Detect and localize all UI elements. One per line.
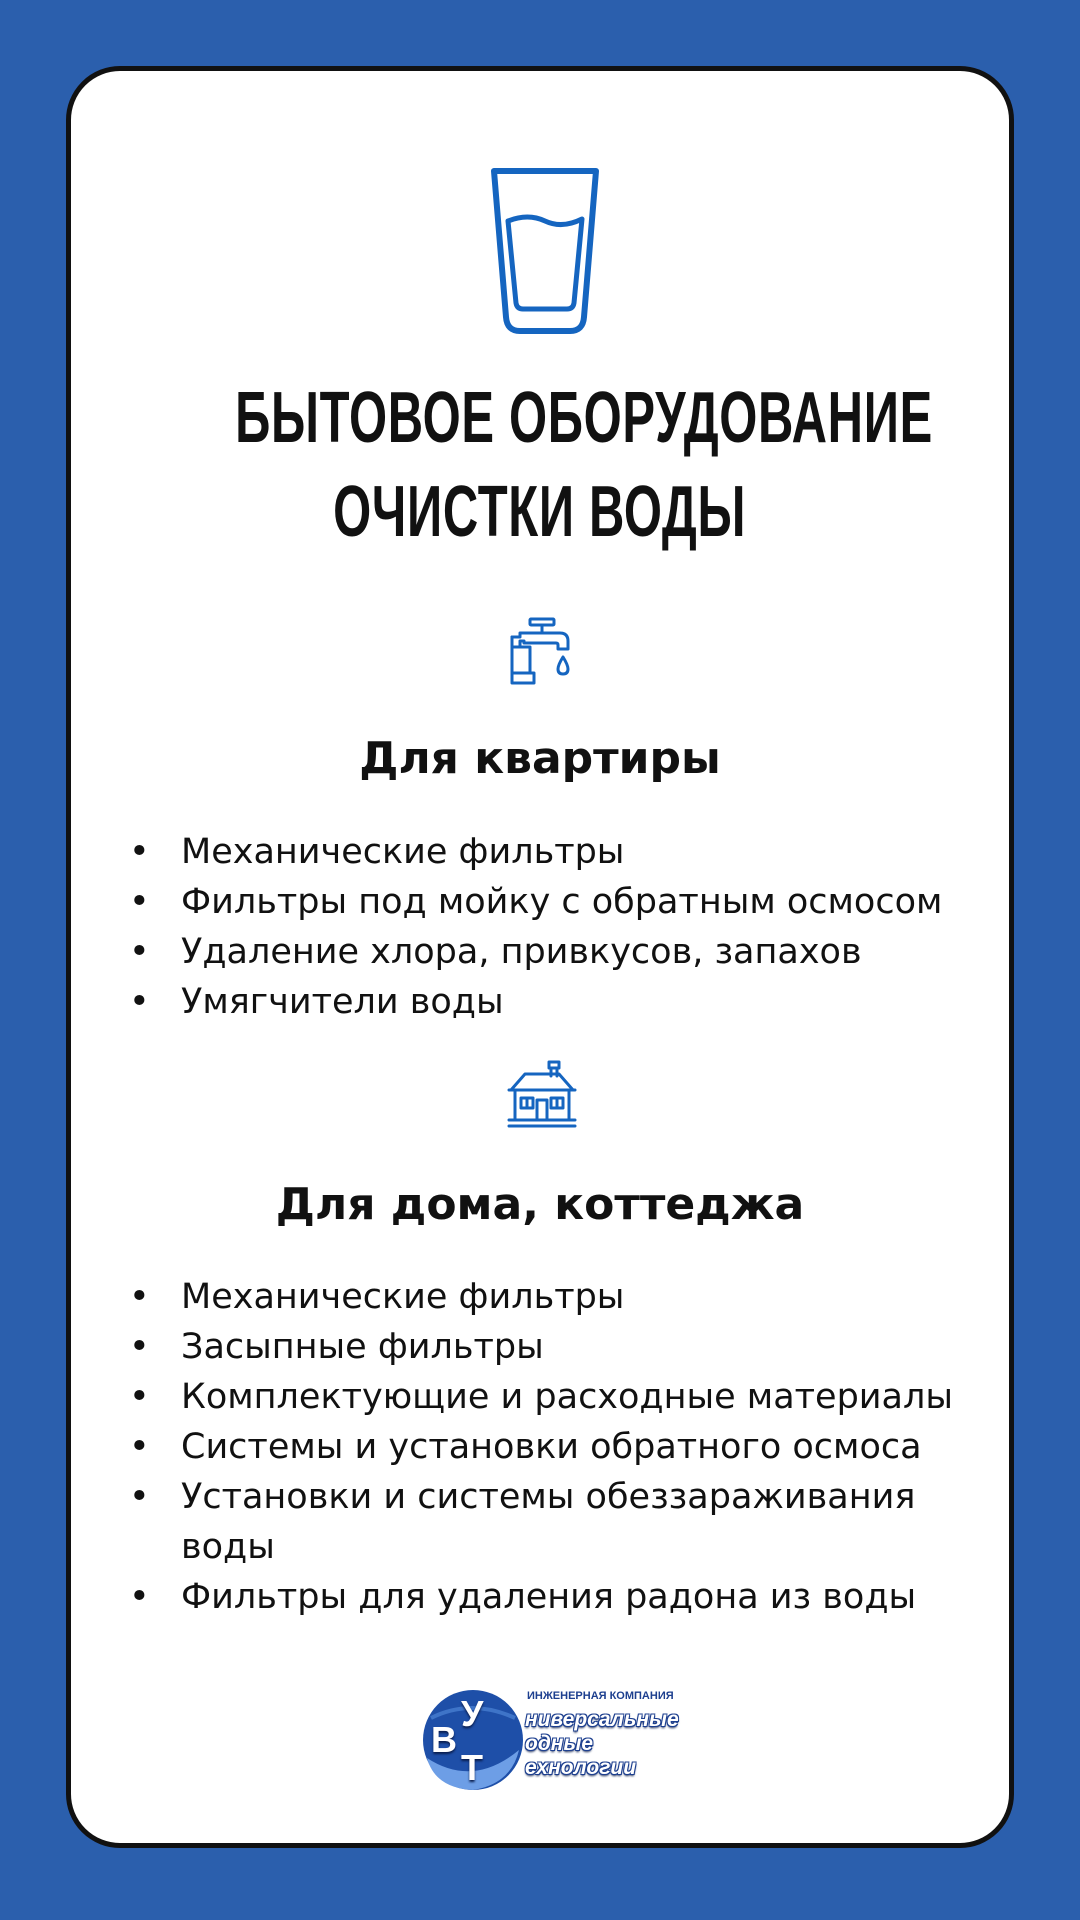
logo-letter-t: Т: [461, 1747, 483, 1788]
content-card: [66, 66, 1014, 1848]
logo-letter-v: В: [431, 1719, 457, 1760]
logo-company-type: ИНЖЕНЕРНАЯ КОМПАНИЯ: [527, 1690, 674, 1702]
list-item: • Установки и системы обеззараживания воды: [119, 1472, 979, 1572]
logo-word-1: ниверсальные: [525, 1708, 679, 1731]
apartment-list: [119, 827, 979, 1027]
house-list: [119, 1272, 979, 1622]
list-item: • Фильтры под мойку с обратным осмосом: [119, 877, 979, 927]
list-item: • Фильтры для удаления радона из воды: [119, 1572, 979, 1622]
section-title-house: Для дома, коттеджа: [275, 1179, 805, 1230]
list-item: • Механические фильтры: [119, 1272, 979, 1322]
logo-letter-u: У: [461, 1693, 484, 1734]
list-item: • Комплектующие и расходные материалы: [119, 1372, 979, 1422]
house-icon: [507, 1060, 577, 1128]
list-item: • Механические фильтры: [119, 827, 979, 877]
list-item: • Засыпные фильтры: [119, 1322, 979, 1372]
list-item: • Умягчители воды: [119, 977, 979, 1027]
company-logo: [421, 1688, 681, 1796]
title-line-2: ОЧИСТКИ ВОДЫ: [333, 472, 747, 552]
page-title: [71, 371, 1009, 559]
faucet-icon: [510, 617, 576, 685]
logo-word-2: одные: [525, 1732, 594, 1755]
glass-of-water-icon: [488, 167, 602, 335]
list-item: • Системы и установки обратного осмоса: [119, 1422, 979, 1472]
logo-word-3: ехнологии: [525, 1756, 637, 1779]
list-item: • Удаление хлора, привкусов, запахов: [119, 927, 979, 977]
title-line-1: БЫТОВОЕ ОБОРУДОВАНИЕ: [235, 378, 933, 458]
section-title-apartment: Для квартиры: [359, 733, 721, 784]
